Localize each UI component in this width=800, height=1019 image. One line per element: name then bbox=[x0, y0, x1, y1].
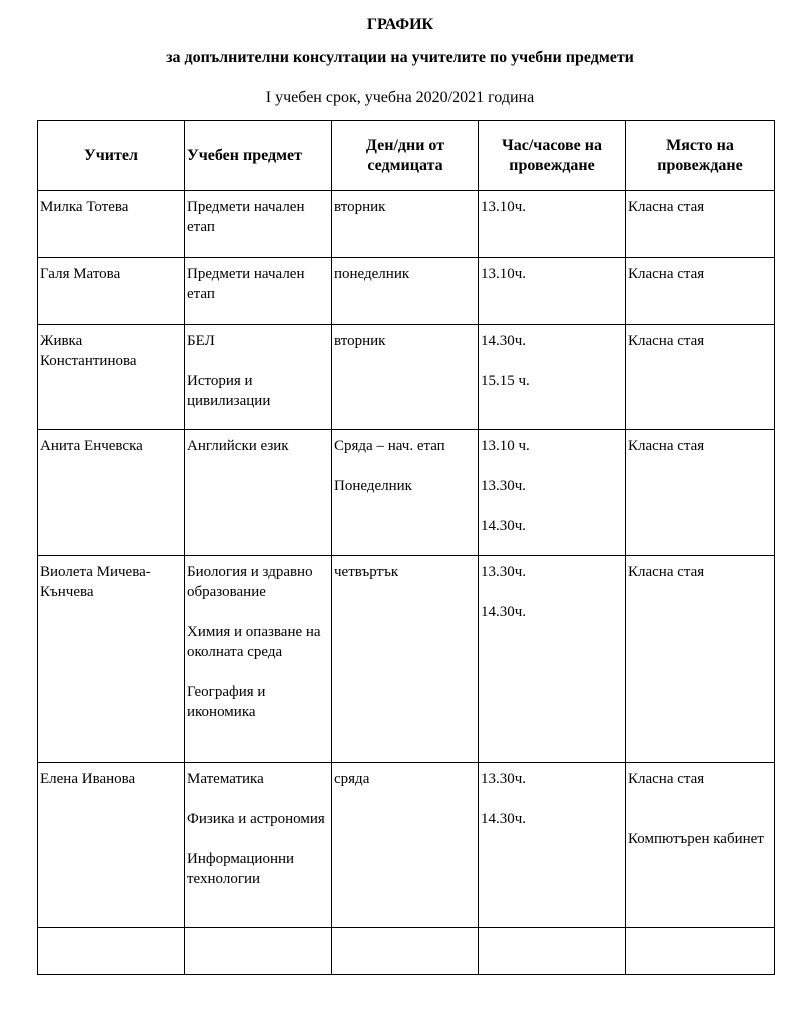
subject-cell bbox=[185, 556, 332, 763]
subject-cell bbox=[185, 430, 332, 556]
time-cell bbox=[479, 325, 626, 430]
subject-entry: Химия и опазване на околната среда bbox=[187, 624, 321, 660]
place-entry: Класна стая bbox=[628, 771, 705, 787]
table-row bbox=[38, 191, 775, 258]
table-row bbox=[38, 430, 775, 556]
subject-entry: Английски език bbox=[187, 438, 289, 454]
time-entry: 13.30ч. bbox=[481, 564, 527, 580]
subject-cell bbox=[185, 325, 332, 430]
place-entry: Класна стая bbox=[628, 564, 705, 580]
column-header-teacher: Учител bbox=[38, 121, 185, 191]
subject-entry: Предмети начален етап bbox=[187, 199, 305, 235]
place-entry: Класна стая bbox=[628, 333, 705, 349]
table-row bbox=[38, 325, 775, 430]
days-cell bbox=[332, 763, 479, 928]
schedule-table bbox=[37, 120, 775, 975]
time-entry: 13.10 ч. bbox=[481, 438, 530, 454]
day-entry: сряда bbox=[334, 771, 370, 787]
teacher-cell: Виолета Мичева-Кънчева bbox=[38, 556, 185, 763]
column-header-days: Ден/дни от седмицата bbox=[332, 121, 479, 191]
subject-entry: БЕЛ bbox=[187, 333, 215, 349]
time-entry: 13.10ч. bbox=[481, 266, 527, 282]
time-cell bbox=[479, 258, 626, 325]
days-cell bbox=[332, 430, 479, 556]
time-entry: 14.30ч. bbox=[481, 811, 527, 827]
time-entry: 15.15 ч. bbox=[481, 373, 530, 389]
table-header-row bbox=[38, 121, 775, 191]
place-entry: Класна стая bbox=[628, 199, 705, 215]
table-row bbox=[38, 763, 775, 928]
teacher-cell: Живка Константинова bbox=[38, 325, 185, 430]
subject-entry: Физика и астрономия bbox=[187, 811, 325, 827]
subject-entry: История и цивилизации bbox=[187, 373, 271, 409]
subject-entry: Биология и здравно образование bbox=[187, 564, 313, 600]
table-row bbox=[38, 258, 775, 325]
empty-cell bbox=[626, 928, 775, 975]
place-cell bbox=[626, 325, 775, 430]
document-subtitle: за допълнителни консултации на учителите по учебни предмети bbox=[166, 49, 634, 66]
time-entry: 14.30ч. bbox=[481, 604, 527, 620]
subject-entry: Информационни технологии bbox=[187, 851, 295, 887]
column-header-time: Час/часове на провеждане bbox=[479, 121, 626, 191]
days-cell bbox=[332, 191, 479, 258]
empty-cell bbox=[479, 928, 626, 975]
place-entry: Класна стая bbox=[628, 266, 705, 282]
subject-cell bbox=[185, 191, 332, 258]
subject-cell bbox=[185, 258, 332, 325]
day-entry: четвъртък bbox=[334, 564, 399, 580]
time-entry: 13.10ч. bbox=[481, 199, 527, 215]
table-row-empty bbox=[38, 928, 775, 975]
place-cell bbox=[626, 258, 775, 325]
day-entry: Понеделник bbox=[334, 478, 412, 494]
subject-cell bbox=[185, 763, 332, 928]
day-entry: Сряда – нач. етап bbox=[334, 438, 445, 454]
time-cell bbox=[479, 556, 626, 763]
table-row bbox=[38, 556, 775, 763]
day-entry: вторник bbox=[334, 333, 386, 349]
day-entry: понеделник bbox=[334, 266, 410, 282]
column-header-subject: Учебен предмет bbox=[185, 121, 332, 191]
empty-cell bbox=[332, 928, 479, 975]
place-cell bbox=[626, 430, 775, 556]
subject-entry: Математика bbox=[187, 771, 264, 787]
days-cell bbox=[332, 556, 479, 763]
place-cell bbox=[626, 556, 775, 763]
document-title: ГРАФИК bbox=[366, 16, 434, 33]
teacher-cell: Анита Енчевска bbox=[38, 430, 185, 556]
time-cell bbox=[479, 191, 626, 258]
time-cell bbox=[479, 430, 626, 556]
teacher-cell: Галя Матова bbox=[38, 258, 185, 325]
time-entry: 14.30ч. bbox=[481, 333, 527, 349]
teacher-cell: Елена Иванова bbox=[38, 763, 185, 928]
teacher-cell: Милка Тотева bbox=[38, 191, 185, 258]
place-entry: Класна стая bbox=[628, 438, 705, 454]
empty-cell bbox=[38, 928, 185, 975]
subject-entry: География и икономика bbox=[187, 684, 266, 720]
column-header-place: Място на провеждане bbox=[626, 121, 775, 191]
time-entry: 14.30ч. bbox=[481, 518, 527, 534]
time-entry: 13.30ч. bbox=[481, 478, 527, 494]
place-cell bbox=[626, 763, 775, 928]
empty-cell bbox=[185, 928, 332, 975]
place-cell bbox=[626, 191, 775, 258]
day-entry: вторник bbox=[334, 199, 386, 215]
term-line: I учебен срок, учебна 2020/2021 година bbox=[265, 89, 535, 106]
days-cell bbox=[332, 258, 479, 325]
days-cell bbox=[332, 325, 479, 430]
time-entry: 13.30ч. bbox=[481, 771, 527, 787]
place-entry: Компютърен кабинет bbox=[628, 831, 764, 847]
time-cell bbox=[479, 763, 626, 928]
subject-entry: Предмети начален етап bbox=[187, 266, 305, 302]
